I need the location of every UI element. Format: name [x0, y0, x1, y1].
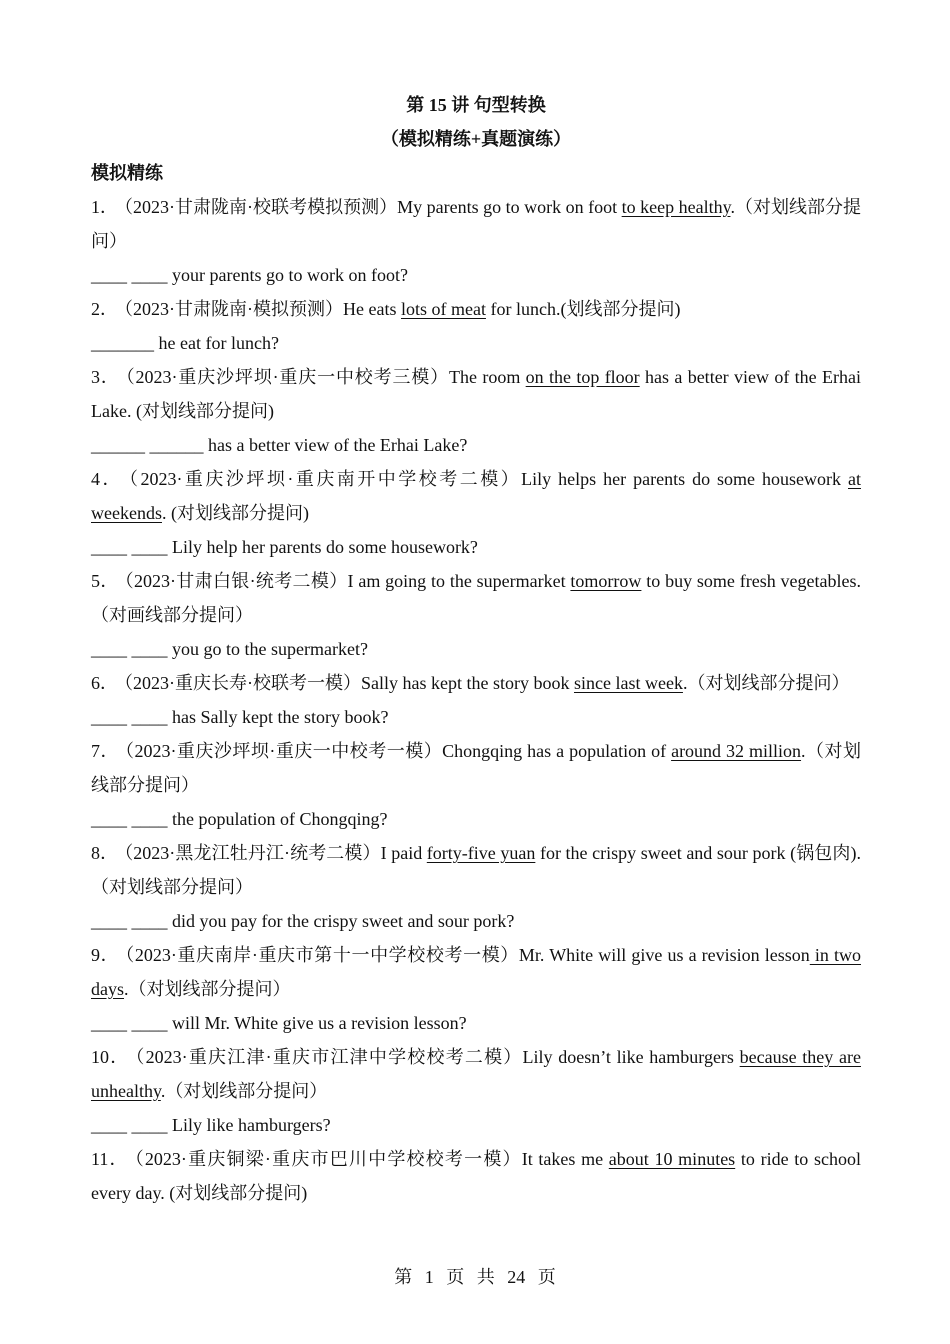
- document-page: [91, 88, 861, 1210]
- question-text-after: .（对划线部分提问）: [160, 1081, 328, 1101]
- question-text-before: Mr. White will give us a revision lesson: [518, 945, 810, 965]
- question-source: （2023·重庆南岸·重庆市第十一中学校校考一模）: [125, 945, 519, 965]
- question-underlined-part: tomorrow: [570, 571, 642, 591]
- question-number: 9．: [91, 945, 120, 965]
- question-underlined-part: around 32 million: [671, 741, 802, 761]
- question-item: [91, 836, 861, 904]
- question-item: [91, 1142, 861, 1210]
- question-underlined-part: forty-five yuan: [426, 843, 536, 863]
- question-underlined-part: because they are unhealthy: [91, 1047, 861, 1101]
- footer-di: 第: [394, 1267, 413, 1287]
- lesson-subtitle: （模拟精练+真题演练）: [380, 129, 572, 149]
- question-item: [91, 666, 861, 700]
- footer-ye: 页: [446, 1267, 465, 1287]
- question-number: 1．: [91, 197, 119, 217]
- question-text-after: .（对划线部分提问）: [91, 197, 861, 251]
- question-item: [91, 292, 861, 326]
- answer-line: ____ ____ the population of Chongqing?: [91, 809, 388, 829]
- question-text-after: . (对划线部分提问): [161, 503, 309, 523]
- question-text-after: for the crispy sweet and sour pork (锅包肉).（对划线部分提问）: [91, 843, 861, 897]
- footer-page-number: 1: [424, 1267, 434, 1287]
- question-number: 11．: [91, 1149, 129, 1169]
- question-number: 6．: [91, 673, 118, 693]
- question-source: （2023·甘肃陇南·模拟预测）: [124, 299, 343, 319]
- question-number: 10．: [91, 1047, 130, 1067]
- question-text-before: It takes me: [521, 1149, 609, 1169]
- answer-line: ____ ____ will Mr. White give us a revision lesson?: [91, 1013, 467, 1033]
- question-text-after: to ride to school every day. (对划线部分提问): [91, 1149, 861, 1203]
- question-item: [91, 462, 861, 530]
- question-number: 3．: [91, 367, 120, 387]
- question-number: 2．: [91, 299, 118, 319]
- answer-line: ______ ______ has a better view of the Erhai Lake?: [91, 435, 468, 455]
- section-label: 模拟精练: [91, 163, 163, 183]
- question-source: （2023·重庆江津·重庆市江津中学校校考二模）: [135, 1047, 523, 1067]
- question-text-before: My parents go to work on foot: [397, 197, 622, 217]
- question-source: （2023·甘肃白银·统考二模）: [124, 571, 348, 591]
- question-underlined-part: since last week: [573, 673, 683, 693]
- question-item: [91, 734, 861, 802]
- answer-line: ____ ____ did you pay for the crispy sweet and sour pork?: [91, 911, 515, 931]
- question-source: （2023·重庆沙坪坝·重庆一中校考三模）: [125, 367, 449, 387]
- question-number: 5．: [91, 571, 119, 591]
- question-source: （2023·重庆沙坪坝·重庆南开中学校考二模）: [128, 469, 522, 489]
- question-source: （2023·甘肃陇南·校联考模拟预测）: [124, 197, 398, 217]
- question-underlined-part: to keep healthy: [621, 197, 731, 217]
- answer-line: ____ ____ Lily help her parents do some housework?: [91, 537, 478, 557]
- question-item: [91, 360, 861, 428]
- question-item: [91, 190, 861, 258]
- question-number: 4．: [91, 469, 123, 489]
- question-text-before: Lily helps her parents do some housework: [521, 469, 848, 489]
- question-underlined-part: lots of meat: [400, 299, 486, 319]
- question-underlined-part: about 10 minutes: [608, 1149, 736, 1169]
- answer-line: _______ he eat for lunch?: [91, 333, 279, 353]
- question-underlined-part: on the top floor: [525, 367, 640, 387]
- question-underlined-part: in two days: [91, 945, 861, 999]
- question-text-before: The room: [449, 367, 526, 387]
- footer-total-pages: 24: [507, 1267, 526, 1287]
- question-text-after: for lunch.(划线部分提问): [485, 299, 681, 319]
- question-source: （2023·重庆沙坪坝·重庆一中校考一模）: [124, 741, 443, 761]
- question-text-before: Sally has kept the story book: [361, 673, 574, 693]
- question-source: （2023·黑龙江牡丹江·统考二模）: [124, 843, 381, 863]
- question-source: （2023·重庆长寿·校联考一模）: [124, 673, 361, 693]
- question-number: 7．: [91, 741, 119, 761]
- lesson-title: 第 15 讲 句型转换: [406, 95, 546, 115]
- question-text-after: .（对划线部分提问）: [682, 673, 850, 693]
- question-source: （2023·重庆铜梁·重庆市巴川中学校校考一模）: [134, 1149, 522, 1169]
- question-text-after: .（对划线部分提问）: [124, 979, 291, 999]
- question-underlined-part: at weekends: [91, 469, 861, 523]
- footer-gong: 共: [476, 1267, 495, 1287]
- answer-line: ____ ____ has Sally kept the story book?: [91, 707, 389, 727]
- answer-line: ____ ____ you go to the supermarket?: [91, 639, 368, 659]
- answer-line: ____ ____ your parents go to work on foot?: [91, 265, 408, 285]
- question-text-after: has a better view of the Erhai Lake. (对划线部分提问): [91, 367, 861, 421]
- page-footer: [0, 1262, 950, 1292]
- question-text-after: .（对划线部分提问）: [91, 741, 861, 795]
- question-item: [91, 938, 861, 1006]
- question-number: 8．: [91, 843, 119, 863]
- question-text-before: I am going to the supermarket: [347, 571, 571, 591]
- question-text-before: Chongqing has a population of: [442, 741, 672, 761]
- question-text-after: to buy some fresh vegetables. （对画线部分提问）: [91, 571, 861, 625]
- question-item: [91, 1040, 861, 1108]
- footer-ye2: 页: [537, 1267, 556, 1287]
- question-text-before: I paid: [380, 843, 427, 863]
- question-text-before: He eats: [343, 299, 401, 319]
- answer-line: ____ ____ Lily like hamburgers?: [91, 1115, 331, 1135]
- question-text-before: Lily doesn’t like hamburgers: [522, 1047, 740, 1067]
- question-item: [91, 564, 861, 632]
- question-list: [91, 190, 861, 1210]
